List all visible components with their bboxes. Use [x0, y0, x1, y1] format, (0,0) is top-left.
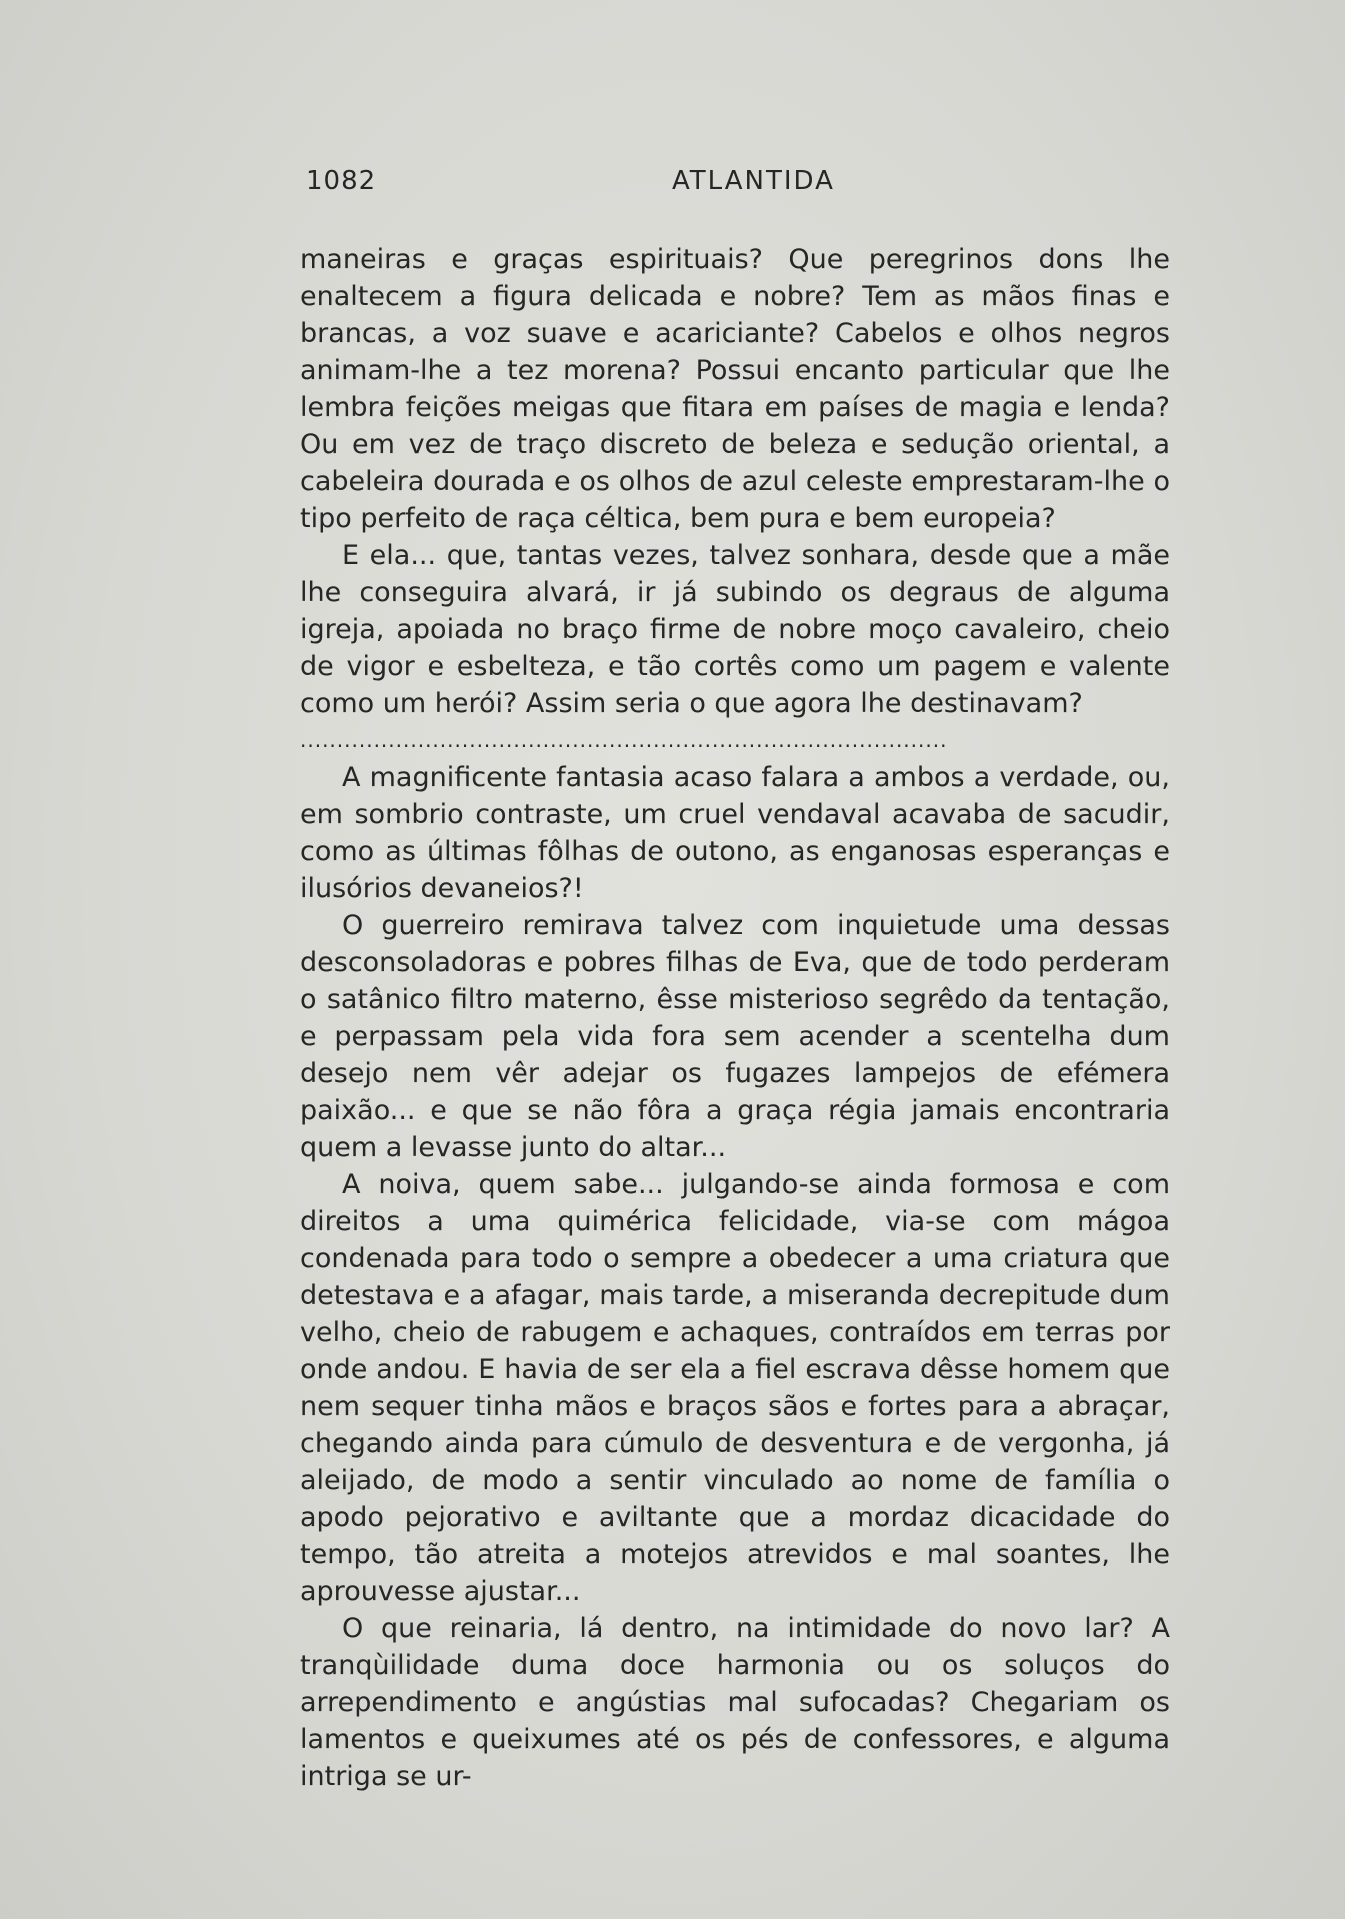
paragraph-2: E ela... que, tantas vezes, talvez sonhara, desde que a mãe lhe conseguira alvará, ir já subindo os degraus de alguma igreja, apoiada no braço firme de nobre moço cavaleiro, cheio de vigor e esbelteza, e tão cortês como um pagem e valente como um herói? Assim seria o que agora lhe destinavam? [300, 540, 1170, 719]
page-number: 1082 [306, 166, 377, 196]
body-text [300, 241, 1170, 1795]
section-separator: ........................................................................................ [300, 728, 948, 752]
paragraph-4: O guerreiro remirava talvez com inquietude uma dessas desconsoladoras e pobres filhas de Eva, que de todo perderam o satânico filtro materno, êsse misterioso segrêdo da tentação, e perpassam pela vida fora sem acender a scentelha dum desejo nem vêr adejar os fugazes lampejos de efémera paixão... e que se não fôra a graça régia jamais encontraria quem a levasse junto do altar... [300, 910, 1170, 1163]
paragraph-3: A magnificente fantasia acaso falara a ambos a verdade, ou, em sombrio contraste, um cruel vendaval acavaba de sacudir, como as últimas fôlhas de outono, as enganosas esperanças e ilusórios devaneios?! [300, 762, 1170, 904]
paragraph-6: O que reinaria, lá dentro, na intimidade do novo lar? A tranqùilidade duma doce harmonia ou os soluços do arrependimento e angústias mal sufocadas? Chegariam os lamentos e queixumes até os pés de confessores, e alguma intriga se ur- [300, 1613, 1170, 1792]
paragraph-5: A noiva, quem sabe... julgando-se ainda formosa e com direitos a uma quimérica felicidade, via-se com mágoa condenada para todo o sempre a obedecer a uma criatura que detestava e a afagar, mais tarde, a miseranda decrepitude dum velho, cheio de rabugem e achaques, contraídos em terras por onde andou. E havia de ser ela a fiel escrava dêsse homem que nem sequer tinha mãos e braços sãos e fortes para a abraçar, chegando ainda para cúmulo de desventura e de vergonha, já aleijado, de modo a sentir vinculado ao nome de família o apodo pejorativo e aviltante que a mordaz dicacidade do tempo, tão atreita a motejos atrevidos e mal soantes, lhe aprouvesse ajustar... [300, 1169, 1170, 1607]
paragraph-1: maneiras e graças espirituais? Que peregrinos dons lhe enaltecem a figura delicada e nobre? Tem as mãos finas e brancas, a voz suave e acariciante? Cabelos e olhos negros animam-lhe a tez morena? Possui encanto particular que lhe lembra feições meigas que fitara em países de magia e lenda? Ou em vez de traço discreto de beleza e sedução oriental, a cabeleira dourada e os olhos de azul celeste emprestaram-lhe o tipo perfeito de raça céltica, bem pura e bem europeia? [300, 244, 1170, 534]
page-header [306, 166, 1172, 206]
running-title: ATLANTIDA [672, 166, 835, 196]
